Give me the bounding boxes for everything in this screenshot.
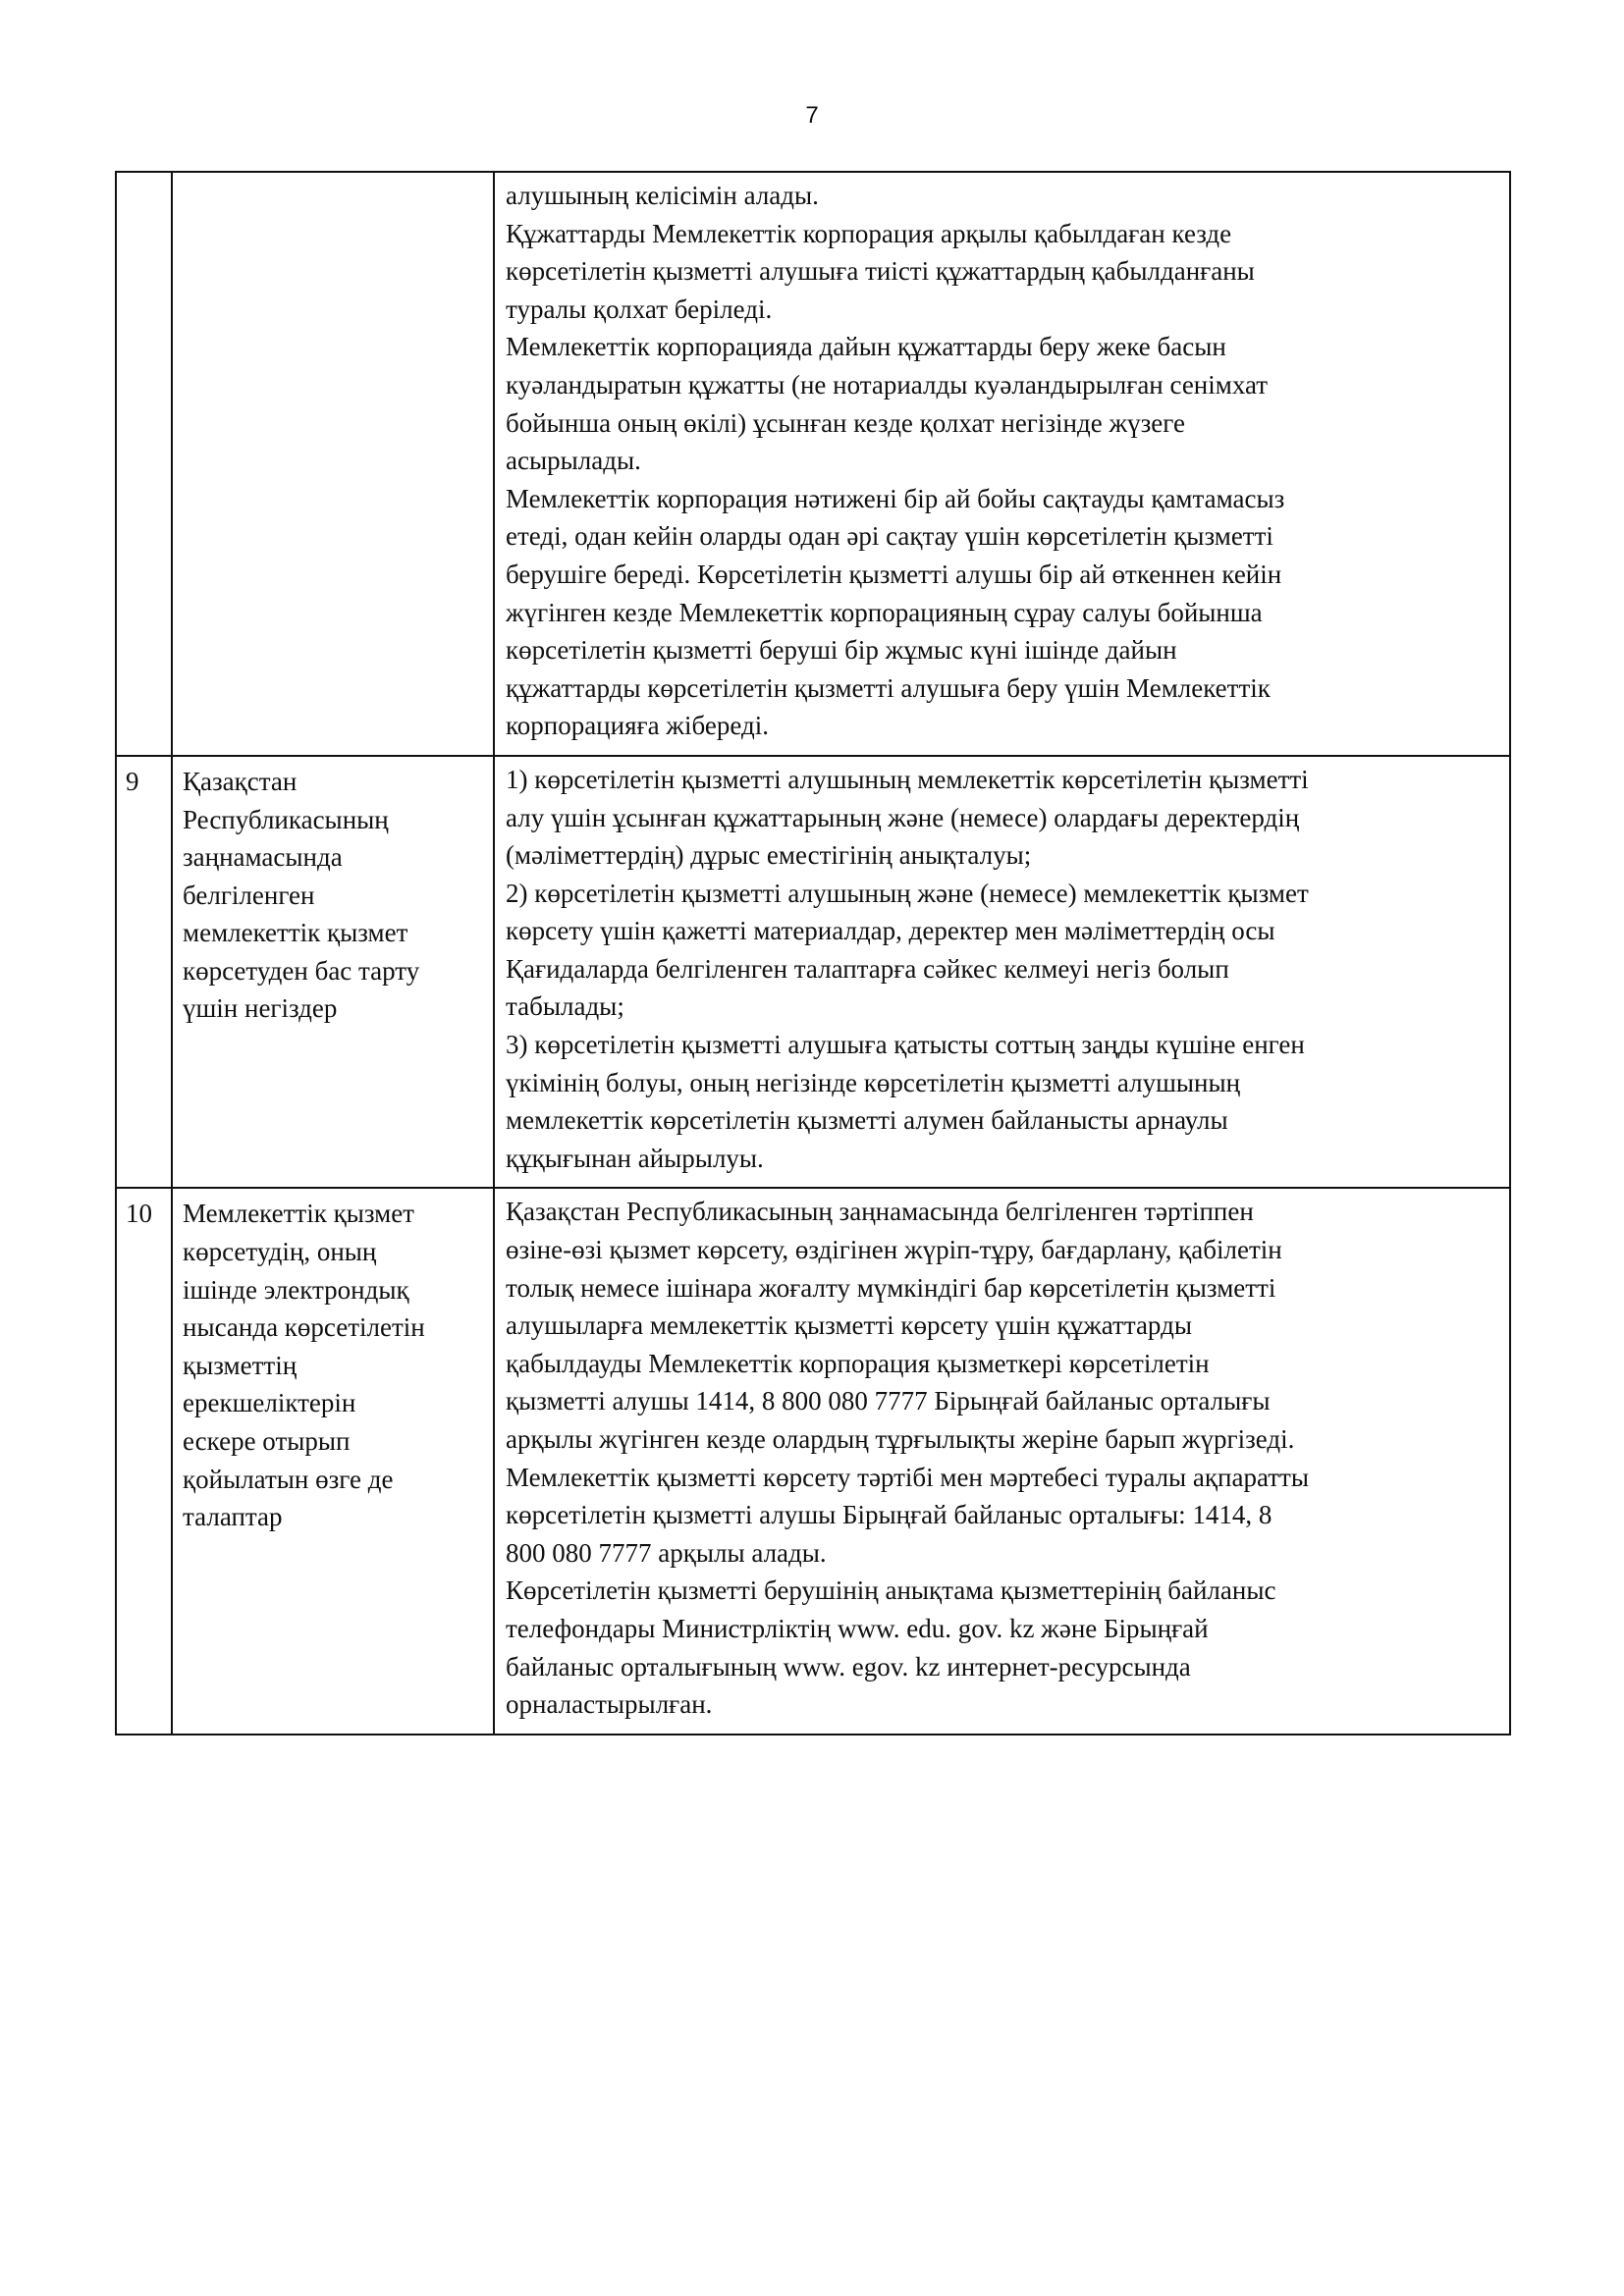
- row-description-line: берушіге береді. Көрсетілетін қызметті алушы бір ай өткеннен кейін: [506, 559, 1282, 589]
- row-description-line: көрсетілетін қызметті беруші бір жұмыс күні ішінде дайын: [506, 635, 1177, 666]
- row-description-line: құқығынан айырылуы.: [506, 1143, 764, 1173]
- table-row-continued: [116, 172, 1510, 756]
- row-description-cell: [494, 756, 1510, 1189]
- row-description-line: бойынша оның өкілі) ұсынған кезде қолхат негізінде жүзеге: [506, 407, 1185, 438]
- row-description-line: куәландыратын құжатты (не нотариалды куәландырылған сенімхат: [506, 369, 1269, 400]
- row-description-line: (мәліметтердің) дұрыс еместігінің анықталуы;: [506, 840, 1032, 871]
- row-description-line: туралы қолхат беріледі.: [506, 294, 773, 324]
- row-name-line: үшін негіздер: [183, 993, 338, 1024]
- row-description-line: етеді, одан кейін оларды одан әрі сақтау үшін көрсетілетін қызметті: [506, 521, 1273, 552]
- row-description-line: Құжаттарды Мемлекеттік корпорация арқылы қабылдаған кезде: [506, 218, 1232, 248]
- row-name-cell: [172, 1188, 494, 1734]
- table-row-9: [116, 756, 1510, 1189]
- row-description-line: Қазақстан Республикасының заңнамасында белгіленген тәртіппен: [506, 1197, 1254, 1227]
- row-description-line: алу үшін ұсынған құжаттарының және (немесе) олардағы деректердің: [506, 802, 1300, 832]
- row-description-line: үкімінің болуы, оның негізінде көрсетілетін қызметті алушының: [506, 1067, 1241, 1097]
- row-name-line: белгіленген: [183, 880, 315, 910]
- row-name-line: Мемлекеттік қызмет: [183, 1199, 414, 1229]
- service-standard-table: [115, 171, 1511, 1735]
- row-description-line: алушының келісімін алады.: [506, 181, 819, 210]
- page-number: 7: [805, 102, 819, 129]
- row-description-line: көрсетілетін қызметті алушы Бірыңғай байланыс орталығы: 1414, 8: [506, 1500, 1272, 1530]
- row-description-line: Мемлекеттік корпорация нәтижені бір ай бойы сақтауды қамтамасыз: [506, 483, 1285, 513]
- row-number-cell: [116, 1188, 172, 1734]
- row-number-cell: [116, 756, 172, 1189]
- row-description-line: 1) көрсетілетін қызметті алушының мемлекеттік көрсетілетін қызметті: [506, 764, 1309, 794]
- row-name-line: ішінде электрондық: [183, 1274, 409, 1305]
- row-description-line: Қағидаларда белгіленген талаптарға сәйкес келмеуі негіз болып: [506, 953, 1229, 984]
- row-description-line: Мемлекеттік қызметті көрсету тәртібі мен мәртебесі туралы ақпаратты: [506, 1462, 1309, 1492]
- row-name-line: Қазақстан: [183, 766, 298, 796]
- row-name-cell: [172, 172, 494, 756]
- row-description-line: 2) көрсетілетін қызметті алушының және (немесе) мемлекеттік қызмет: [506, 878, 1309, 908]
- row-description-line: алушыларға мемлекеттік қызметті көрсету үшін құжаттарды: [506, 1310, 1192, 1341]
- row-description-line: 3) көрсетілетін қызметті алушыға қатысты соттың заңды күшіне енген: [506, 1030, 1305, 1060]
- row-name-line: қойылатын өзге де: [183, 1464, 394, 1494]
- row-description-line: жүгінген кезде Мемлекеттік корпорацияның сұрау салуы бойынша: [506, 597, 1263, 627]
- row-description-line: асырылады.: [506, 446, 641, 476]
- row-name-line: заңнамасында: [183, 842, 343, 873]
- row-number: 10: [126, 1199, 152, 1229]
- row-description-line: Көрсетілетін қызметті берушінің анықтама қызметтерінің байланыс: [506, 1575, 1276, 1606]
- row-description-cell: [494, 1188, 1510, 1734]
- row-name-cell: [172, 756, 494, 1189]
- row-description-line: табылады;: [506, 991, 624, 1022]
- row-description-line: құжаттарды көрсетілетін қызметті алушыға беру үшін Мемлекеттік: [506, 672, 1271, 703]
- row-description-line: қабылдауды Мемлекеттік корпорация қызметкері көрсетілетін: [506, 1348, 1210, 1378]
- row-description-line: мемлекеттік көрсетілетін қызметті алумен байланысты арнаулы: [506, 1105, 1228, 1136]
- row-description-line: орналастырылған.: [506, 1689, 713, 1720]
- row-description-line: көрсетілетін қызметті алушыға тиісті құжаттардың қабылданғаны: [506, 256, 1255, 287]
- row-description-line: 800 080 7777 арқылы алады.: [506, 1537, 827, 1568]
- row-name-line: нысанда көрсетілетін: [183, 1312, 425, 1343]
- row-name-line: көрсетудің, оның: [183, 1237, 377, 1267]
- row-description-line: байланыс орталығының www. egov. kz интернет-ресурсында: [506, 1651, 1191, 1682]
- row-description-line: Мемлекеттік корпорацияда дайын құжаттарды беру жеке басын: [506, 332, 1226, 362]
- row-name-line: қызметтің: [183, 1350, 298, 1380]
- row-name-line: мемлекеттік қызмет: [183, 918, 408, 948]
- row-name-line: ескере отырып: [183, 1426, 351, 1456]
- row-number-cell: [116, 172, 172, 756]
- row-description-line: арқылы жүгінген кезде олардың тұрғылықты жеріне барып жүргізеді.: [506, 1424, 1295, 1454]
- row-description-cell: [494, 172, 1510, 756]
- row-name-line: талаптар: [183, 1502, 283, 1532]
- row-number: 9: [126, 766, 139, 796]
- row-description-line: толық немесе ішінара жоғалту мүмкіндігі бар көрсетілетін қызметті: [506, 1272, 1276, 1303]
- row-description-line: телефондары Министрліктің www. edu. gov. kz және Бірыңғай: [506, 1613, 1209, 1643]
- row-name-line: көрсетуден бас тарту: [183, 955, 420, 986]
- row-description-line: көрсету үшін қажетті материалдар, деректер мен мәліметтердің осы: [506, 916, 1275, 946]
- row-description-line: қызметті алушы 1414, 8 800 080 7777 Бірыңғай байланыс орталығы: [506, 1386, 1271, 1416]
- row-name-line: Республикасының: [183, 804, 389, 834]
- row-description-line: корпорацияға жібереді.: [506, 711, 769, 741]
- row-description-line: өзіне-өзі қызмет көрсету, өздігінен жүріп-тұру, бағдарлану, қабілетін: [506, 1235, 1282, 1265]
- row-name-line: ерекшеліктерін: [183, 1388, 356, 1418]
- table-row-10: [116, 1188, 1510, 1734]
